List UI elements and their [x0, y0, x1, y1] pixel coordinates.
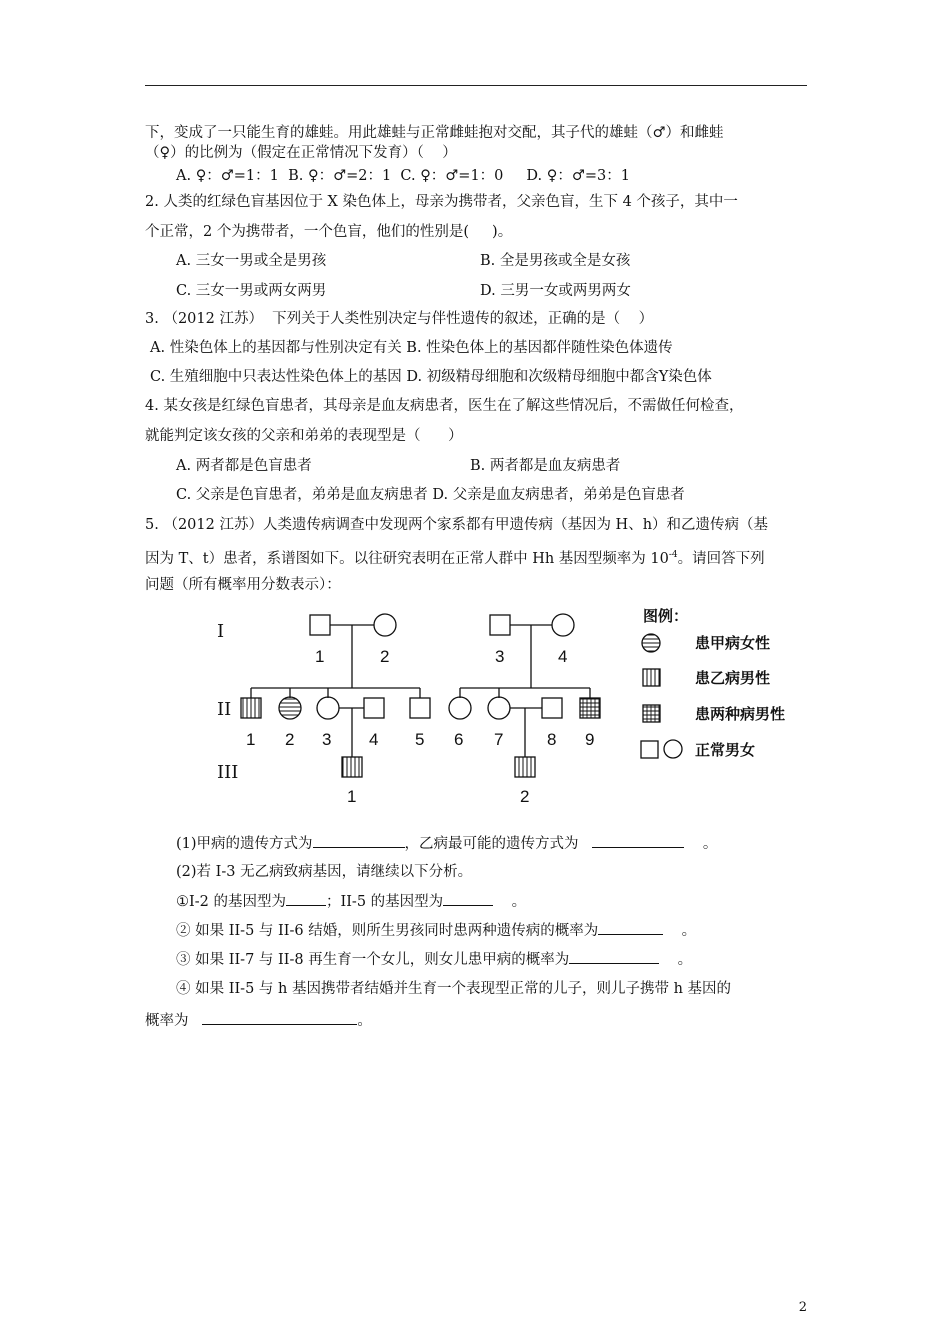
option-b: B. 全是男孩或全是女孩 [480, 253, 631, 269]
subq-5: ③ 如果 II-7 与 II-8 再生育一个女儿，则女儿患甲病的概率为 。 [176, 949, 692, 970]
legend-normal-female-icon [664, 740, 682, 758]
question-5-line1: 5. （2012 江苏）人类遗传病调查中发现两个家系都有甲遗传病（基因为 H、h）和乙遗传病（基 [145, 517, 769, 533]
subq-1: (1)甲病的遗传方式为 ，乙病最可能的遗传方式为 。 [176, 833, 717, 854]
option-a: A. 三女一男或全是男孩 [176, 253, 327, 269]
option-a: A. 两者都是色盲患者 [176, 458, 312, 474]
page-number: 2 [798, 1300, 807, 1315]
ii8-male [542, 698, 562, 718]
individual-number: 7 [494, 730, 504, 749]
individual-number: 4 [558, 647, 568, 666]
ii2-female-affected-a [279, 697, 301, 719]
individual-number: 1 [347, 787, 357, 806]
legend-affected-a-icon [642, 634, 660, 652]
text-line: A. ♀：♂=1：1 B. ♀：♂=2：1 C. ♀：♂=1：0 D. ♀：♂=3：1 [176, 168, 630, 184]
individual-number: 5 [415, 730, 425, 749]
individual-number: 8 [547, 730, 557, 749]
ii7-female [488, 697, 510, 719]
option-d: D. 三男一女或两男两女 [480, 283, 631, 299]
legend-affected-b-icon [643, 669, 660, 686]
text-line: 下，变成了一只能生育的雄蛙。用此雄蛙与正常雌蛙抱对交配，其子代的雄蛙（♂）和雌蛙 [145, 125, 724, 141]
generation-label: I [217, 621, 225, 642]
individual-number: 9 [585, 730, 595, 749]
iii1-male-affected-b [342, 757, 362, 777]
ii4-male [364, 698, 384, 718]
legend-label: 患甲病女性 [695, 635, 771, 652]
question-5-line3: 问题（所有概率用分数表示）： [145, 577, 341, 593]
question-4-line2: 就能判定该女孩的父亲和弟弟的表现型是（ ） [145, 428, 463, 444]
legend-title: 图例： [643, 608, 689, 625]
individual-number: 2 [380, 647, 390, 666]
question-3-ab: A. 性染色体上的基因都与性别决定有关 B. 性染色体上的基因都伴随性染色体遗传 [150, 340, 673, 356]
individual-number: 3 [495, 647, 505, 666]
individual-number: 1 [246, 730, 256, 749]
individual-number: 1 [315, 647, 325, 666]
ii9-male-both [580, 698, 600, 718]
i3-male [490, 615, 510, 635]
question-2-line1: 2. 人类的红绿色盲基因位于 X 染色体上，母亲为携带者，父亲色盲，生下 4 个孩子，其中一 [145, 194, 738, 210]
generation-label: II [217, 699, 232, 720]
i4-female [552, 614, 574, 636]
i1-male [310, 615, 330, 635]
generation-label: III [217, 762, 239, 783]
i2-female [374, 614, 396, 636]
question-3-cd: C. 生殖细胞中只表达性染色体上的基因 D. 初级精母细胞和次级精母细胞中都含Y染色体 [150, 369, 712, 385]
iii2-male-affected-b [515, 757, 535, 777]
option-c: C. 三女一男或两女两男 [176, 283, 327, 299]
legend-normal-male-icon [641, 741, 658, 758]
individual-number: 4 [369, 730, 379, 749]
question-2-line2: 个正常，2 个为携带者，一个色盲，他们的性别是( )。 [145, 224, 513, 240]
ii6-female [449, 697, 471, 719]
subq-3: ①I-2 的基因型为 ；II-5 的基因型为 。 [176, 891, 526, 912]
individual-number: 2 [520, 787, 530, 806]
legend-both-icon [643, 705, 660, 722]
ii3-female [317, 697, 339, 719]
question-3: 3. （2012 江苏） 下列关于人类性别决定与伴性遗传的叙述，正确的是（ ） [145, 311, 654, 327]
subq-2: (2)若 I-3 无乙病致病基因，请继续以下分析。 [176, 864, 473, 880]
legend-label: 患乙病男性 [695, 670, 771, 687]
subq-6-line2: 概率为 。 [145, 1010, 372, 1031]
question-4-line1: 4. 某女孩是红绿色盲患者，其母亲是血友病患者，医生在了解这些情况后，不需做任何检查， [145, 398, 744, 414]
individual-number: 2 [285, 730, 295, 749]
individual-number: 6 [454, 730, 464, 749]
text-line: （♀）的比例为（假定在正常情况下发育）（ ） [145, 145, 457, 161]
ii5-male [410, 698, 430, 718]
header-rule [145, 85, 807, 86]
legend-label: 正常男女 [695, 742, 756, 759]
option-cd: C. 父亲是色盲患者，弟弟是血友病患者 D. 父亲是血友病患者，弟弟是色盲患者 [176, 487, 685, 503]
ii1-male-affected-b [241, 698, 261, 718]
option-b: B. 两者都是血友病患者 [470, 458, 621, 474]
pedigree-chart [205, 605, 805, 815]
question-5-line2: 因为 T、t）患者，系谱图如下。以往研究表明在正常人群中 Hh 基因型频率为 $10^{-4}$。请回答下列 [145, 550, 765, 567]
legend-label: 患两种病男性 [695, 706, 786, 723]
subq-6-line1: ④ 如果 II-5 与 h 基因携带者结婚并生育一个表现型正常的儿子，则儿子携带 h 基因的 [176, 981, 732, 997]
subq-4: ② 如果 II-5 与 II-6 结婚，则所生男孩同时患两种遗传病的概率为 。 [176, 920, 696, 941]
individual-number: 3 [322, 730, 332, 749]
